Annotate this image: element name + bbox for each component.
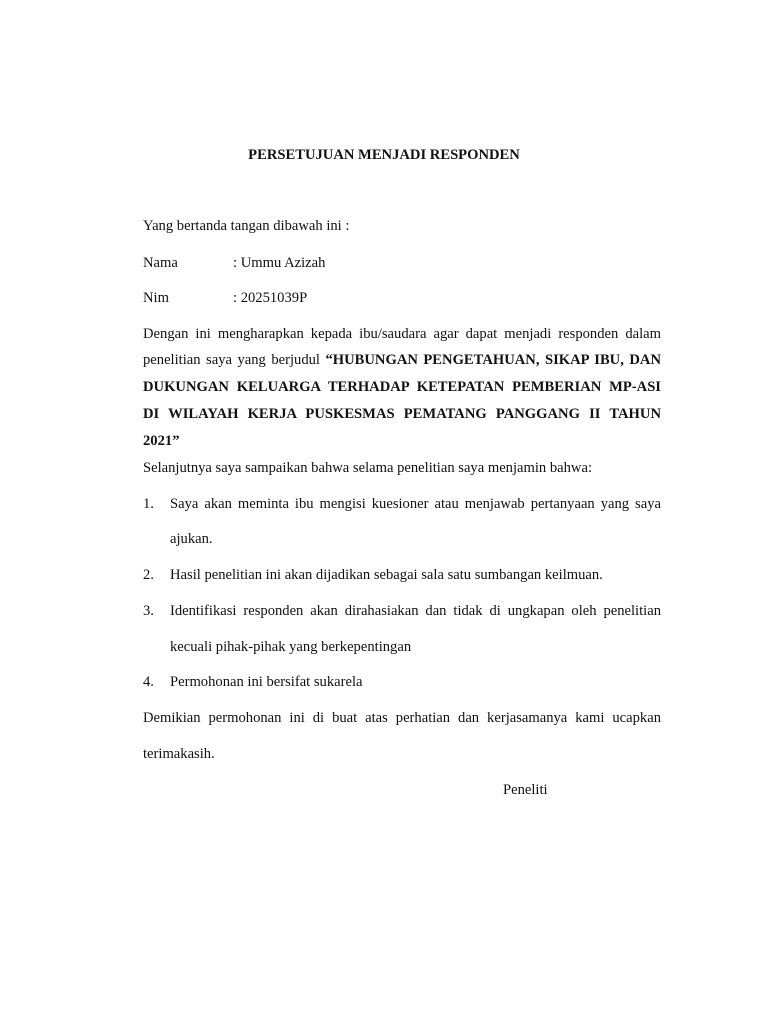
research-title-line-4: 2021” (143, 433, 180, 449)
closing-line-2: terimakasih. (143, 746, 215, 762)
name-label: Nama (143, 255, 178, 271)
intro-text: Yang bertanda tangan dibawah ini : (143, 218, 350, 234)
request-line-1: Dengan ini mengharapkan kepada ibu/saudara agar dapat menjadi responden dalam (143, 326, 661, 342)
research-title-line-3: DI WILAYAH KERJA PUSKESMAS PEMATANG PANGGANG II TAHUN (143, 406, 661, 422)
research-title-line-2: DUKUNGAN KELUARGA TERHADAP KETEPATAN PEMBERIAN MP-ASI (143, 379, 661, 395)
signer-label: Peneliti (503, 782, 548, 798)
list-item-4-number: 4. (143, 674, 154, 690)
list-item-1-line-2: ajukan. (170, 531, 213, 547)
list-item-3-line-1: Identifikasi responden akan dirahasiakan dan tidak di ungkapan oleh penelitian (170, 603, 661, 619)
document-title: PERSETUJUAN MENJADI RESPONDEN (248, 147, 520, 163)
nim-label: Nim (143, 290, 169, 306)
research-title-start: “HUBUNGAN PENGETAHUAN, SIKAP IBU, DAN (325, 352, 661, 368)
list-item-1-line-1: Saya akan meminta ibu mengisi kuesioner atau menjawab pertanyaan yang saya (170, 496, 661, 512)
request-line-2-prefix: penelitian saya yang berjudul (143, 352, 326, 368)
list-item-3-line-2: kecuali pihak-pihak yang berkepentingan (170, 639, 412, 655)
list-item-1-number: 1. (143, 496, 154, 512)
list-item-2-number: 2. (143, 567, 154, 583)
list-item-2-line-1: Hasil penelitian ini akan dijadikan sebagai sala satu sumbangan keilmuan. (170, 567, 603, 583)
name-value: : Ummu Azizah (233, 255, 326, 271)
closing-line-1: Demikian permohonan ini di buat atas perhatian dan kerjasamanya kami ucapkan (143, 710, 661, 726)
list-item-4-line-1: Permohonan ini bersifat sukarela (170, 674, 363, 690)
continuation-text: Selanjutnya saya sampaikan bahwa selama penelitian saya menjamin bahwa: (143, 460, 593, 476)
request-line-2 (143, 350, 661, 370)
list-item-3-number: 3. (143, 603, 154, 619)
nim-value: : 20251039P (233, 290, 308, 306)
